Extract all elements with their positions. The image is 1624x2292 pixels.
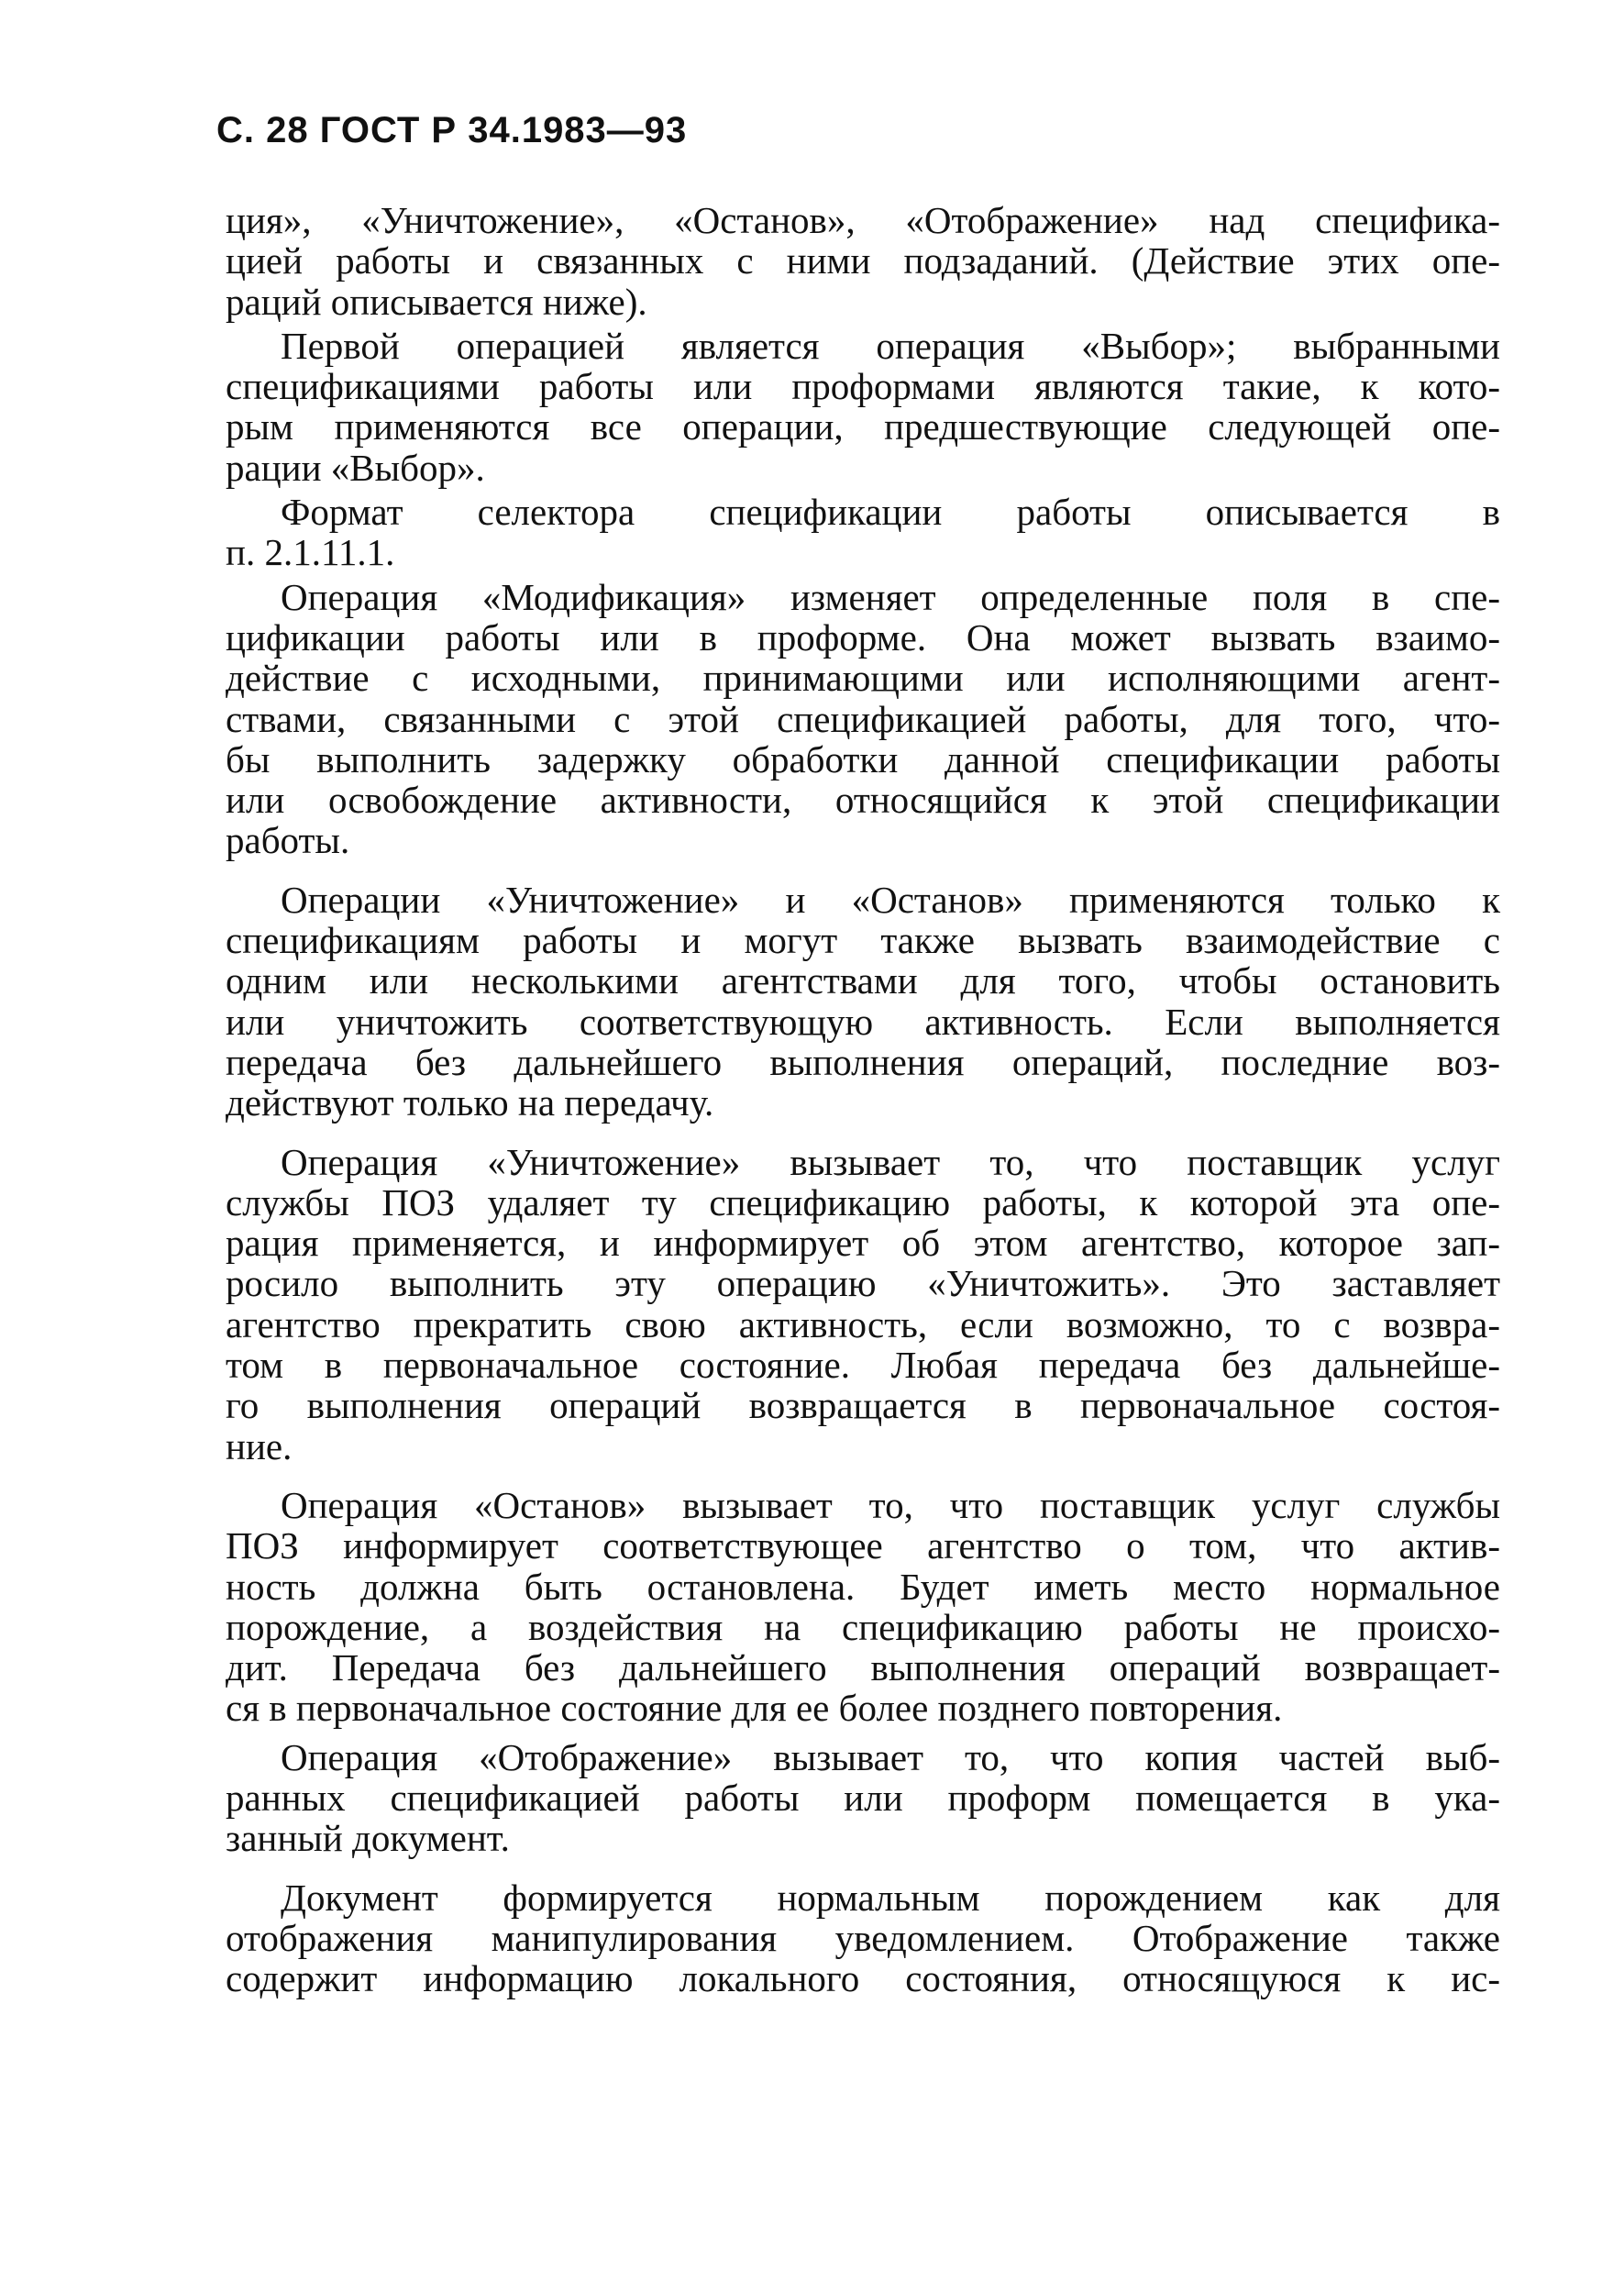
paragraph-1: [226, 200, 1500, 322]
text-line: п. 2.1.11.1.: [226, 531, 395, 574]
text-line: Операция «Модификация» изменяет определенные поля в спе-: [281, 575, 1500, 618]
text-line: содержит информацию локального состояния, относящуюся к ис-: [226, 1957, 1500, 2000]
text-line: или уничтожить соответствующую активность. Если выполняется: [226, 1000, 1500, 1043]
text-line: бы выполнить задержку обработки данной спецификации работы: [226, 737, 1500, 781]
text-line: Операции «Уничтожение» и «Останов» применяются только к: [281, 878, 1500, 921]
text-line: ПОЗ информирует соответствующее агентство о том, что актив-: [226, 1524, 1500, 1567]
text-line: го выполнения операций возвращается в первоначальное состоя-: [226, 1384, 1500, 1427]
text-line: рация применяется, и информирует об этом агентство, которое зап-: [226, 1222, 1500, 1265]
paragraph-8: [226, 1737, 1500, 1859]
paragraph-4: [226, 577, 1500, 861]
text-line: Документ формируется нормальным порождением как для: [281, 1876, 1500, 1919]
text-line: занный документ.: [226, 1817, 510, 1860]
paragraph-9: [226, 1877, 1500, 1999]
text-line: росило выполнить эту операцию «Уничтожить». Это заставляет: [226, 1262, 1500, 1305]
paragraph-7: [226, 1485, 1500, 1729]
text-line: ся в первоначальное состояние для ее более позднего повторения.: [226, 1687, 1283, 1730]
text-line: Операция «Уничтожение» вызывает то, что поставщик услуг: [281, 1140, 1500, 1183]
text-line: спецификациям работы и могут также вызвать взаимодействие с: [226, 919, 1500, 962]
text-line: отображения манипулирования уведомлением. Отображение также: [226, 1916, 1500, 1959]
text-line: дит. Передача без дальнейшего выполнения операций возвращает-: [226, 1646, 1500, 1689]
paragraph-5: [226, 880, 1500, 1124]
text-line: рации «Выбор».: [226, 446, 485, 489]
text-line: Операция «Останов» вызывает то, что поставщик услуг службы: [281, 1483, 1500, 1526]
text-line: цификации работы или в проформе. Она может вызвать взаимо-: [226, 615, 1500, 659]
text-line: передача без дальнейшего выполнения операций, последние воз-: [226, 1040, 1500, 1083]
text-line: раций описывается ниже).: [226, 280, 647, 323]
text-line: агентство прекратить свою активность, если возможно, то с возвра-: [226, 1302, 1500, 1345]
running-head: С. 28 ГОСТ Р 34.1983—93: [216, 110, 688, 150]
text-line: порождение, а воздействия на спецификацию работы не происхо-: [226, 1605, 1500, 1648]
body-text: [226, 200, 1500, 1999]
text-line: рым применяются все операции, предшествующие следующей опе-: [226, 405, 1500, 448]
text-line: одним или несколькими агентствами для того, чтобы остановить: [226, 959, 1500, 1002]
text-line: цией работы и связанных с ними подзаданий. (Действие этих опе-: [226, 239, 1500, 282]
text-line: спецификациями работы или проформами являются такие, к кото-: [226, 365, 1500, 408]
text-line: действуют только на передачу.: [226, 1081, 714, 1124]
paragraph-6: [226, 1142, 1500, 1467]
text-line: работы.: [226, 819, 350, 862]
text-line: ция», «Уничтожение», «Останов», «Отображение» над специфика-: [226, 199, 1500, 241]
text-line: ние.: [226, 1424, 293, 1467]
text-line: ствами, связанными с этой спецификацией работы, для того, что-: [226, 697, 1500, 740]
text-line: службы ПОЗ удаляет ту спецификацию работы, к которой эта опе-: [226, 1180, 1500, 1224]
text-line: Первой операцией является операция «Выбор»; выбранными: [281, 324, 1500, 367]
text-line: ранных спецификацией работы или проформ помещается в ука-: [226, 1776, 1500, 1819]
paragraph-2: [226, 326, 1500, 488]
text-line: Формат селектора спецификации работы описывается в: [281, 491, 1500, 534]
text-line: ность должна быть остановлена. Будет иметь место нормальное: [226, 1565, 1500, 1608]
text-line: или освобождение активности, относящийся к этой спецификации: [226, 779, 1500, 822]
text-line: действие с исходными, принимающими или исполняющими агент-: [226, 657, 1500, 700]
text-line: том в первоначальное состояние. Любая передача без дальнейше-: [226, 1344, 1500, 1387]
text-line: Операция «Отображение» вызывает то, что копия частей выб-: [281, 1735, 1500, 1778]
paragraph-3: [226, 492, 1500, 573]
